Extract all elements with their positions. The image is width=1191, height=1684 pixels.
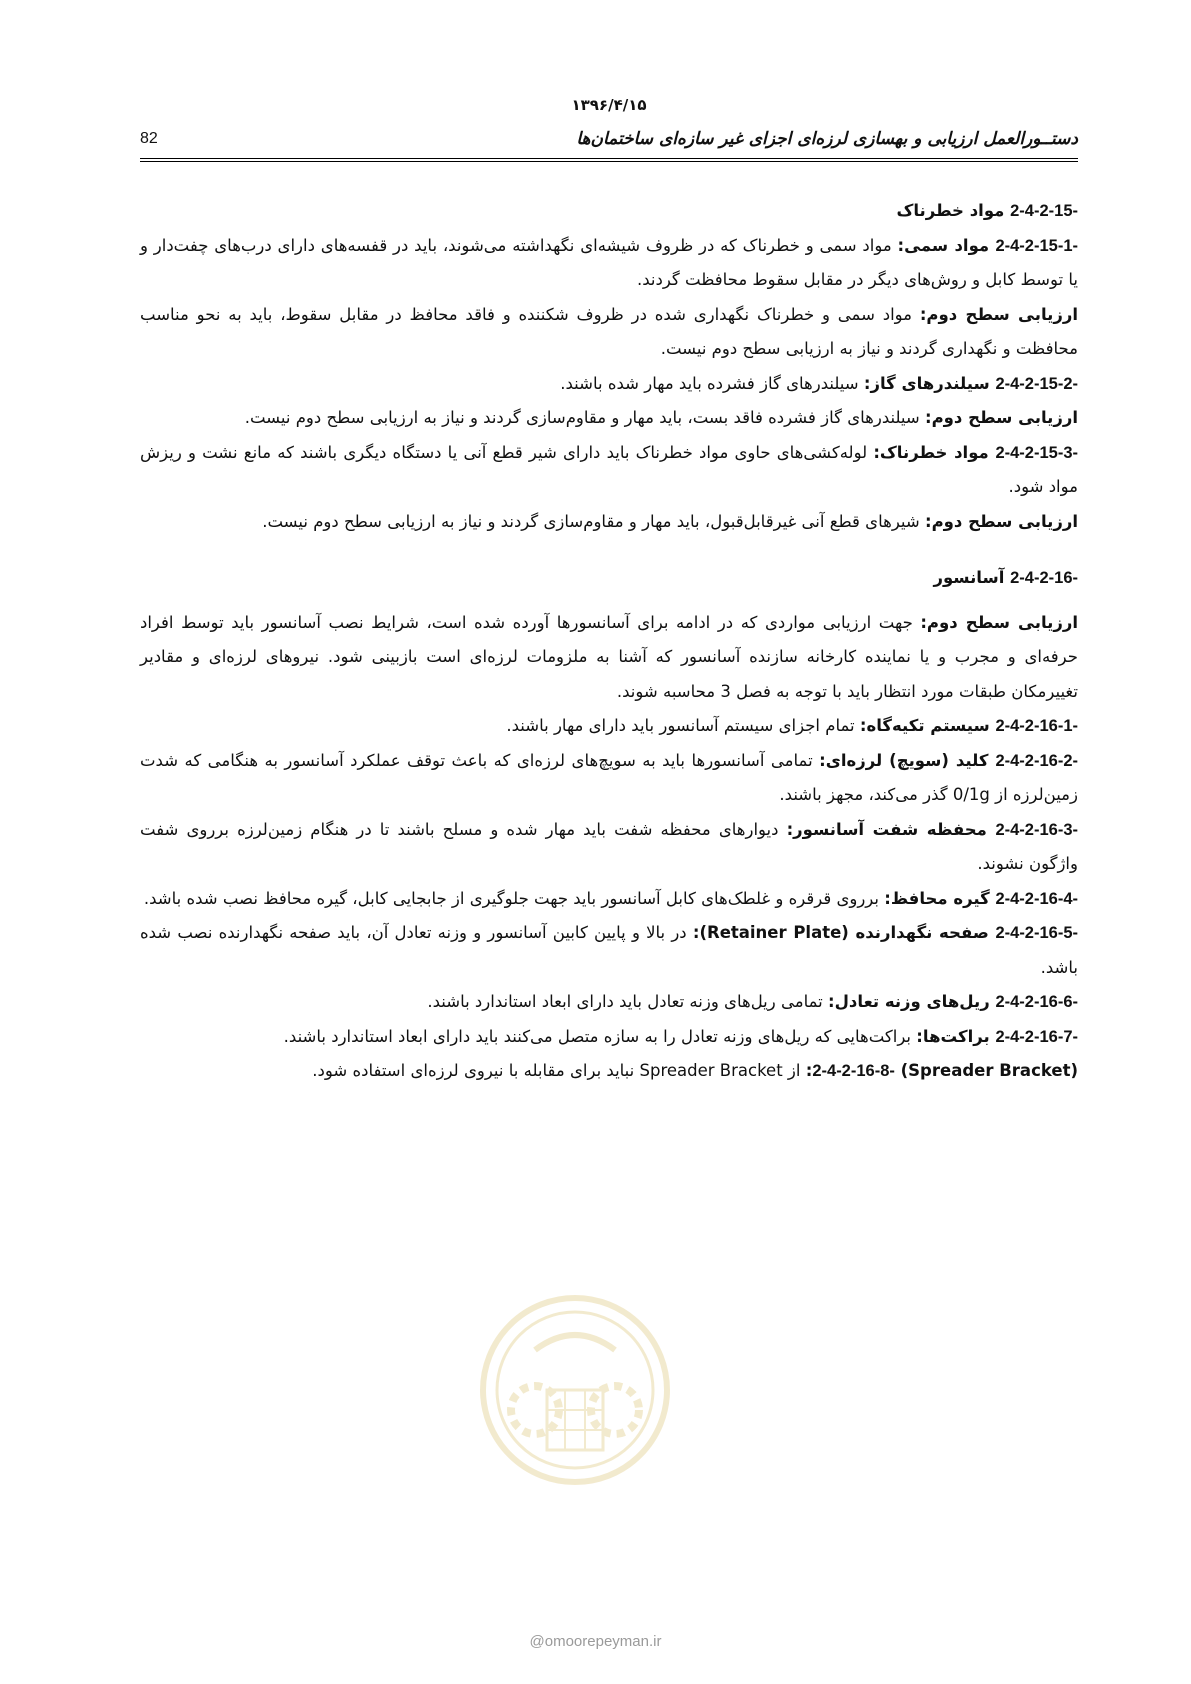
clause-label: مواد خطرناک: <box>873 442 996 462</box>
clause-paragraph <box>140 882 1078 917</box>
clause-text: از Spreader Bracket نباید برای مقابله با نیروی لرزه‌ای استفاده شود. <box>312 1061 806 1080</box>
page-content <box>140 186 1078 1089</box>
clause-number: 2-4-2-15-2- <box>995 374 1078 393</box>
clause-number: 2-4-2-16-2- <box>995 751 1078 770</box>
clause-number: 2-4-2-16-6- <box>995 993 1078 1011</box>
header-date: ۱۳۹۶/۴/۱۵ <box>571 96 647 114</box>
clause-paragraph <box>140 916 1078 985</box>
evaluation-paragraph <box>140 298 1078 367</box>
clause-label: ارزیابی سطح دوم: <box>920 612 1078 632</box>
clause-label: محفظه شفت آسانسور: <box>786 819 996 839</box>
clause-label: ارزیابی سطح دوم: <box>924 408 1078 427</box>
header-rule <box>140 158 1078 159</box>
clause-text: در بالا و پایین کابین آسانسور و وزنه تعادل آن، باید صفحه نگهدارنده نصب شده باشد. <box>140 923 1078 977</box>
clause-text: جهت ارزیابی مواردی که در ادامه برای آسانسورها آورده شده است، شرایط نصب آسانسور باید توسط افراد حرفه‌ای و مجرب و یا نماینده کارخانه سازنده آسانسور که آشنا به ملزومات لرزه‌ای است بازبینی شود. نیروهای لرزه‌ای و مقادیر تغییرمکان طبقات مورد انتظار باید با توجه به فصل 3 محاسبه شوند. <box>140 612 1078 701</box>
clause-paragraph <box>140 1020 1078 1055</box>
clause-text: دیوارهای محفظه شفت باید مهار شده و مسلح باشند تا در هنگام زمین‌لرزه برروی شفت واژگون نشوند. <box>140 819 1078 873</box>
site-url: @omoorepeyman.ir <box>529 1633 662 1650</box>
clause-label: سیلندرهای گاز: <box>863 373 996 393</box>
clause-text: براکت‌هایی که ریل‌های وزنه تعادل را به سازه متصل می‌کنند باید دارای ابعاد استاندارد باشند. <box>283 1026 917 1046</box>
clause-label: صفحه نگهدارنده (Retainer Plate): <box>692 923 996 942</box>
clause-label: کلید (سویچ) لرزه‌ای: <box>819 750 996 770</box>
header-rule-2 <box>140 161 1078 162</box>
clause-number: 2-4-2-16-5- <box>995 924 1079 942</box>
page-header <box>140 96 1078 162</box>
clause-number: 2-4-2-15-1- <box>995 236 1078 255</box>
clause-label: ارزیابی سطح دوم: <box>924 511 1078 531</box>
clause-label: (Spreader Bracket): <box>805 1061 1078 1080</box>
heading-text: مواد خطرناک <box>896 201 1011 220</box>
header-row <box>140 124 1078 154</box>
clause-label: مواد سمی: <box>897 235 996 255</box>
clause-label: سیستم تکیه‌گاه: <box>859 716 996 735</box>
page-number: 82 <box>140 130 158 147</box>
heading-text: آسانسور <box>933 568 1011 587</box>
clause-text: برروی قرقره و غلطک‌های کابل آسانسور باید جهت جلوگیری از جابجایی کابل، گیره محافظ نصب شده باشد. <box>143 888 885 908</box>
clause-label: ارزیابی سطح دوم: <box>919 304 1078 324</box>
clause-text: سیلندرهای گاز فشرده فاقد بست، باید مهار و مقاوم‌سازی گردند و نیاز به ارزیابی سطح دوم نیست. <box>244 408 925 427</box>
clause-text: سیلندرهای گاز فشرده باید مهار شده باشند. <box>560 373 864 393</box>
clause-text: شیرهای قطع آنی غیرقابل‌قبول، باید مهار و مقاوم‌سازی گردند و نیاز به ارزیابی سطح دوم نیست. <box>262 511 925 531</box>
section-heading <box>140 561 1078 596</box>
clause-number: 2-4-2-15- <box>1010 202 1078 220</box>
clause-text: تمام اجزای سیستم آسانسور باید دارای مهار باشند. <box>506 716 860 735</box>
clause-paragraph <box>140 436 1078 505</box>
clause-paragraph <box>140 709 1078 744</box>
evaluation-paragraph <box>140 401 1078 436</box>
clause-text: تمامی آسانسورها باید به سویچ‌های لرزه‌ای که باعث توقف عملکرد آسانسور به هنگامی که شدت زمین‌لرزه از 0/1g گذر می‌کند، مجهز باشند. <box>140 750 1078 804</box>
clause-number: 2-4-2-15-3- <box>995 443 1078 462</box>
clause-label: گیره محافظ: <box>884 888 996 908</box>
watermark-seal <box>475 1290 675 1490</box>
clause-paragraph <box>140 1054 1078 1089</box>
clause-text: مواد سمی و خطرناک که در ظروف شیشه‌ای نگهداشته می‌شوند، باید در قفسه‌های دارای درب‌های چفت‌دار و یا توسط کابل و روش‌های دیگر در مقابل سقوط محافظت گردند. <box>140 235 1078 289</box>
clause-text: تمامی ریل‌های وزنه تعادل باید دارای ابعاد استاندارد باشند. <box>427 992 828 1011</box>
clause-paragraph <box>140 229 1078 298</box>
clause-number: 2-4-2-16- <box>1010 569 1078 587</box>
clause-text: مواد سمی و خطرناک نگهداری شده در ظروف شکننده و فاقد محافظ در مقابل سقوط، باید به نحو مناسب محافظت و نگهداری گردند و نیاز به ارزیابی سطح دوم نیست. <box>140 304 1078 358</box>
clause-number: 2-4-2-16-8- <box>812 1062 895 1080</box>
evaluation-paragraph <box>140 505 1078 540</box>
clause-number: 2-4-2-16-1- <box>995 717 1078 735</box>
clause-paragraph <box>140 367 1078 402</box>
clause-number: 2-4-2-16-3- <box>995 820 1078 839</box>
clause-label: براکت‌ها: <box>916 1026 996 1046</box>
clause-paragraph <box>140 744 1078 813</box>
clause-paragraph <box>140 985 1078 1020</box>
document-title: دستــورالعمل ارزیابی و بهسازی لرزه‌ای اجزای غیر سازه‌ای ساختمان‌ها <box>576 129 1078 149</box>
clause-paragraph <box>140 813 1078 882</box>
clause-number: 2-4-2-16-7- <box>995 1027 1078 1046</box>
clause-label: ریل‌های وزنه تعادل: <box>827 992 996 1011</box>
section-heading <box>140 194 1078 229</box>
evaluation-paragraph <box>140 606 1078 710</box>
clause-number: 2-4-2-16-4- <box>995 889 1078 908</box>
clause-text: لوله‌کشی‌های حاوی مواد خطرناک باید دارای شیر قطع آنی یا دستگاه دیگری باشند که مانع نشت و ریزش مواد شود. <box>140 442 1078 496</box>
